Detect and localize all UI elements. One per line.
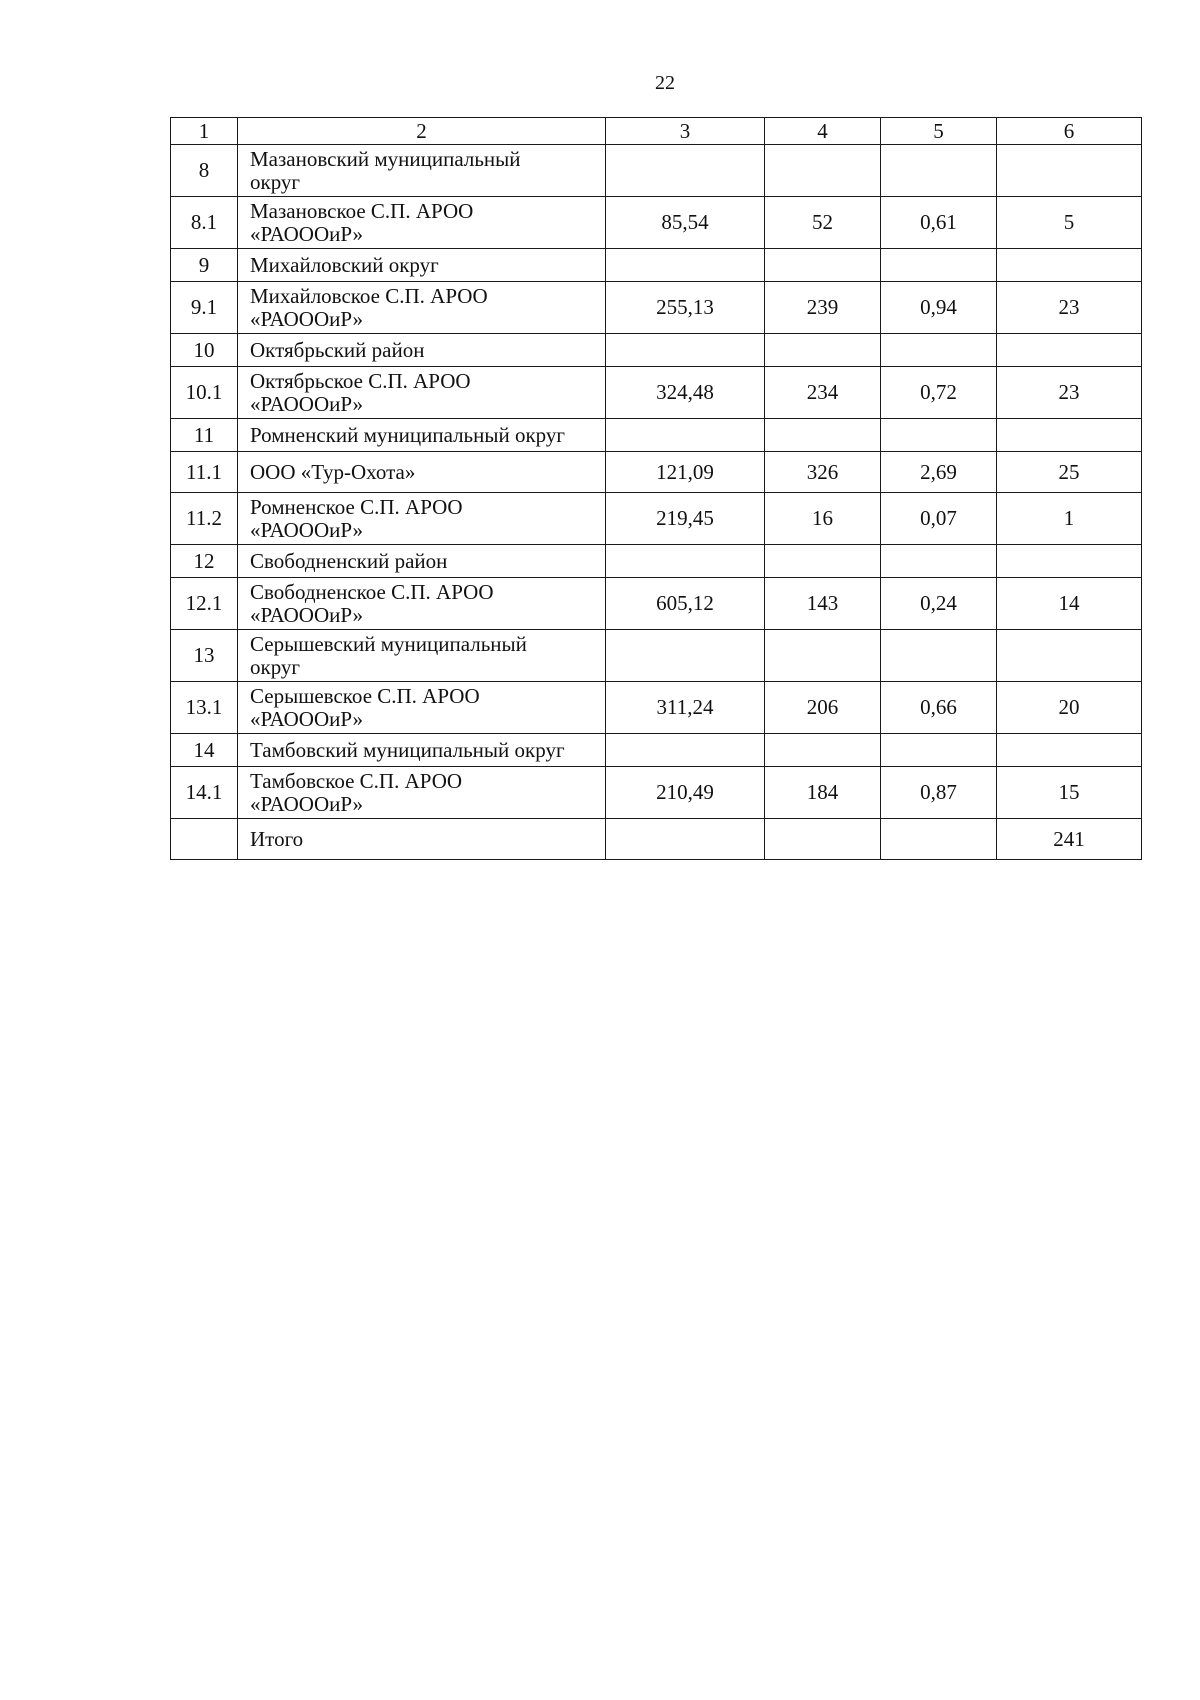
row-number-cell: 10 xyxy=(171,334,238,367)
row-name-line: Михайловское С.П. АРОО xyxy=(250,283,488,308)
row-name-line: «РАОООиР» xyxy=(250,602,364,627)
header-cell: 1 xyxy=(171,118,238,145)
row-number-cell: 13 xyxy=(171,630,238,682)
page-number: 22 xyxy=(655,72,675,94)
row-name-line: «РАОООиР» xyxy=(250,221,364,246)
row-name-line: Октябрьское С.П. АРОО xyxy=(250,368,471,393)
row-number-cell: 9.1 xyxy=(171,282,238,334)
row-value-cell-c3 xyxy=(606,630,765,682)
row-value-cell-c4 xyxy=(765,630,881,682)
row-name-line: «РАОООиР» xyxy=(250,306,364,331)
row-value-cell-c5: 0,61 xyxy=(881,197,997,249)
row-value-cell-c5 xyxy=(881,819,997,860)
row-value-cell-c6 xyxy=(997,249,1142,282)
row-value-cell-c5: 0,94 xyxy=(881,282,997,334)
row-value-cell-c5 xyxy=(881,545,997,578)
row-value-cell-c5: 0,66 xyxy=(881,682,997,734)
table-row xyxy=(171,545,1142,578)
row-value-cell-c6: 1 xyxy=(997,493,1142,545)
table-row xyxy=(171,819,1142,860)
row-name-cell xyxy=(238,545,606,578)
row-name-line: «РАОООиР» xyxy=(250,517,364,542)
row-name-line: Октябрьский район xyxy=(250,337,425,362)
row-value-cell-c3: 255,13 xyxy=(606,282,765,334)
row-number-cell: 9 xyxy=(171,249,238,282)
row-value-cell-c4: 16 xyxy=(765,493,881,545)
row-name-cell xyxy=(238,819,606,860)
row-value-cell-c5: 2,69 xyxy=(881,452,997,493)
table-row xyxy=(171,682,1142,734)
header-cell: 2 xyxy=(238,118,606,145)
row-value-cell-c6: 23 xyxy=(997,367,1142,419)
row-name-line: Тамбовское С.П. АРОО xyxy=(250,768,463,793)
row-name-cell xyxy=(238,734,606,767)
row-value-cell-c6: 14 xyxy=(997,578,1142,630)
row-name-cell xyxy=(238,282,606,334)
row-value-cell-c3 xyxy=(606,545,765,578)
row-value-cell-c5: 0,87 xyxy=(881,767,997,819)
row-name-cell xyxy=(238,419,606,452)
row-value-cell-c4: 234 xyxy=(765,367,881,419)
row-value-cell-c6 xyxy=(997,334,1142,367)
row-value-cell-c6: 5 xyxy=(997,197,1142,249)
row-value-cell-c5 xyxy=(881,734,997,767)
row-value-cell-c4 xyxy=(765,249,881,282)
row-value-cell-c3 xyxy=(606,419,765,452)
row-name-line: Ромненское С.П. АРОО xyxy=(250,494,463,519)
row-value-cell-c3: 210,49 xyxy=(606,767,765,819)
row-name-line: Итого xyxy=(250,826,304,851)
row-name-line: округ xyxy=(250,169,301,194)
header-cell: 6 xyxy=(997,118,1142,145)
row-name-cell xyxy=(238,578,606,630)
row-value-cell-c6: 25 xyxy=(997,452,1142,493)
row-value-cell-c6 xyxy=(997,145,1142,197)
row-value-cell-c5 xyxy=(881,334,997,367)
row-value-cell-c3: 605,12 xyxy=(606,578,765,630)
row-number-cell: 13.1 xyxy=(171,682,238,734)
table-row xyxy=(171,452,1142,493)
row-number-cell: 14.1 xyxy=(171,767,238,819)
row-value-cell-c4 xyxy=(765,545,881,578)
table-row xyxy=(171,578,1142,630)
row-name-cell xyxy=(238,682,606,734)
row-value-cell-c3: 324,48 xyxy=(606,367,765,419)
table-row xyxy=(171,334,1142,367)
row-value-cell-c5 xyxy=(881,145,997,197)
row-value-cell-c6 xyxy=(997,419,1142,452)
row-value-cell-c3 xyxy=(606,334,765,367)
row-name-line: Ромненский муниципальный округ xyxy=(250,422,566,447)
data-table xyxy=(170,117,1142,860)
table-row xyxy=(171,367,1142,419)
row-value-cell-c3 xyxy=(606,819,765,860)
row-name-line: Свободненский район xyxy=(250,548,448,573)
row-value-cell-c4: 326 xyxy=(765,452,881,493)
row-value-cell-c4 xyxy=(765,334,881,367)
row-name-cell xyxy=(238,767,606,819)
row-value-cell-c5: 0,07 xyxy=(881,493,997,545)
row-number-cell: 10.1 xyxy=(171,367,238,419)
row-value-cell-c6: 15 xyxy=(997,767,1142,819)
row-value-cell-c6 xyxy=(997,630,1142,682)
row-number-cell xyxy=(171,819,238,860)
row-number-cell: 8.1 xyxy=(171,197,238,249)
row-name-line: Серышевское С.П. АРОО xyxy=(250,683,480,708)
table-header-row xyxy=(171,118,1142,145)
table-row xyxy=(171,197,1142,249)
row-name-cell xyxy=(238,630,606,682)
row-number-cell: 11.1 xyxy=(171,452,238,493)
row-name-line: «РАОООиР» xyxy=(250,791,364,816)
row-value-cell-c6: 241 xyxy=(997,819,1142,860)
row-name-cell xyxy=(238,197,606,249)
header-cell: 3 xyxy=(606,118,765,145)
row-value-cell-c4: 143 xyxy=(765,578,881,630)
table-row xyxy=(171,419,1142,452)
row-name-cell xyxy=(238,367,606,419)
table-body xyxy=(171,118,1142,860)
table-row xyxy=(171,249,1142,282)
row-name-line: «РАОООиР» xyxy=(250,706,364,731)
table-row xyxy=(171,493,1142,545)
row-value-cell-c3: 219,45 xyxy=(606,493,765,545)
header-cell: 4 xyxy=(765,118,881,145)
row-number-cell: 11 xyxy=(171,419,238,452)
row-value-cell-c4 xyxy=(765,734,881,767)
row-name-line: ООО «Тур-Охота» xyxy=(250,459,416,484)
row-value-cell-c6 xyxy=(997,545,1142,578)
row-value-cell-c6 xyxy=(997,734,1142,767)
row-value-cell-c4 xyxy=(765,819,881,860)
row-name-line: Михайловский округ xyxy=(250,252,439,277)
row-name-cell xyxy=(238,452,606,493)
table-row xyxy=(171,630,1142,682)
table-row xyxy=(171,145,1142,197)
row-name-cell xyxy=(238,334,606,367)
row-value-cell-c4: 52 xyxy=(765,197,881,249)
row-value-cell-c3 xyxy=(606,145,765,197)
row-value-cell-c3: 311,24 xyxy=(606,682,765,734)
row-number-cell: 12 xyxy=(171,545,238,578)
table-row xyxy=(171,734,1142,767)
row-name-line: округ xyxy=(250,654,301,679)
header-cell: 5 xyxy=(881,118,997,145)
row-value-cell-c4: 206 xyxy=(765,682,881,734)
row-name-line: Тамбовский муниципальный округ xyxy=(250,737,565,762)
row-value-cell-c3: 85,54 xyxy=(606,197,765,249)
row-value-cell-c4: 239 xyxy=(765,282,881,334)
row-value-cell-c6: 20 xyxy=(997,682,1142,734)
row-name-cell xyxy=(238,493,606,545)
row-name-cell xyxy=(238,249,606,282)
row-value-cell-c4: 184 xyxy=(765,767,881,819)
row-value-cell-c4 xyxy=(765,145,881,197)
row-name-line: Мазановское С.П. АРОО xyxy=(250,198,474,223)
row-value-cell-c3 xyxy=(606,734,765,767)
row-value-cell-c5: 0,24 xyxy=(881,578,997,630)
row-value-cell-c3 xyxy=(606,249,765,282)
table-row xyxy=(171,767,1142,819)
row-value-cell-c6: 23 xyxy=(997,282,1142,334)
row-value-cell-c5: 0,72 xyxy=(881,367,997,419)
row-number-cell: 14 xyxy=(171,734,238,767)
row-number-cell: 11.2 xyxy=(171,493,238,545)
row-name-line: Серышевский муниципальный xyxy=(250,631,527,656)
row-value-cell-c5 xyxy=(881,419,997,452)
table-row xyxy=(171,282,1142,334)
row-value-cell-c5 xyxy=(881,249,997,282)
row-number-cell: 12.1 xyxy=(171,578,238,630)
row-name-cell xyxy=(238,145,606,197)
row-value-cell-c5 xyxy=(881,630,997,682)
row-name-line: «РАОООиР» xyxy=(250,391,364,416)
row-name-line: Свободненское С.П. АРОО xyxy=(250,579,494,604)
row-value-cell-c3: 121,09 xyxy=(606,452,765,493)
row-value-cell-c4 xyxy=(765,419,881,452)
row-number-cell: 8 xyxy=(171,145,238,197)
row-name-line: Мазановский муниципальный xyxy=(250,146,521,171)
